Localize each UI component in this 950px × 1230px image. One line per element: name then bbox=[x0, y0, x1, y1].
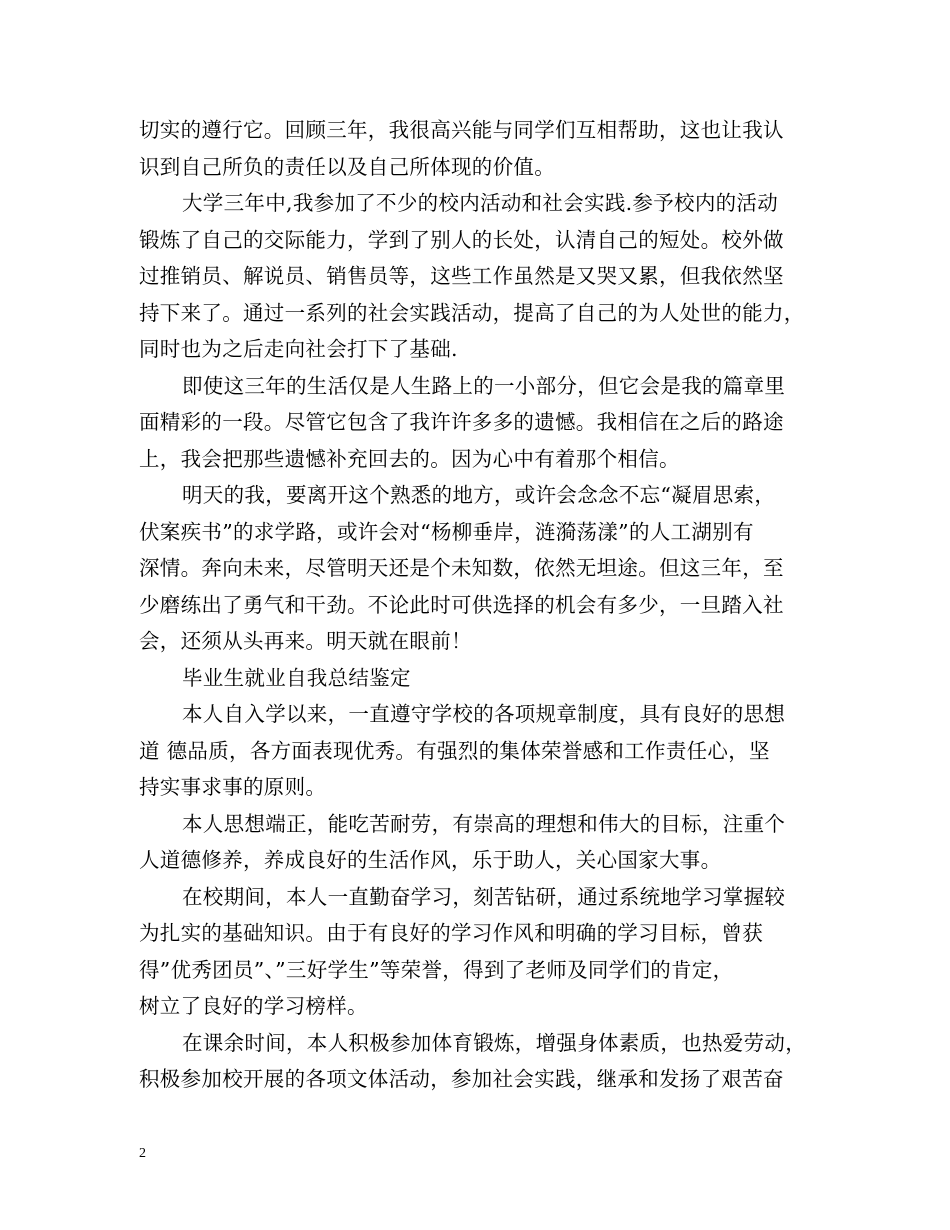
text-line: 切实的遵行它。回顾三年，我很高兴能与同学们互相帮助，这也让我认 bbox=[139, 118, 784, 142]
text-line: 过推销员、解说员、销售员等，这些工作虽然是又哭又累，但我依然坚 bbox=[139, 264, 784, 288]
text-line: 持实事求事的原则。 bbox=[139, 775, 327, 799]
text-line: 在校期间，本人一直勤奋学习，刻苦钻研，通过系统地学习掌握较 bbox=[182, 884, 786, 909]
document-body bbox=[139, 112, 824, 1098]
text-line: 锻炼了自己的交际能力，学到了别人的长处，认清自己的短处。校外做 bbox=[139, 227, 784, 252]
text-line: 积极参加校开展的各项文体活动，参加社会实践，继承和发扬了艰苦奋 bbox=[139, 1067, 784, 1091]
text-line: 伏案疾书”的求学路，或许会对“杨柳垂岸，涟漪荡漾”的人工湖别有 bbox=[139, 519, 754, 544]
text-line: 本人思想端正，能吃苦耐劳，有崇高的理想和伟大的目标，注重个 bbox=[182, 811, 786, 836]
text-line: 树立了良好的学习榜样。 bbox=[139, 994, 368, 1018]
text-line: 即使这三年的生活仅是人生路上的一小部分，但它会是我的篇章里 bbox=[182, 373, 786, 398]
text-line: 持下来了。通过一系列的社会实践活动，提高了自己的为人处世的能力， bbox=[139, 300, 805, 325]
text-line: 深情。奔向未来，尽管明天还是个未知数，依然无坦途。但这三年，至 bbox=[139, 556, 784, 580]
text-line: 得”优秀团员”、”三好学生”等荣誉，得到了老师及同学们的肯定， bbox=[139, 957, 734, 982]
text-line: 大学三年中,我参加了不少的校内活动和社会实践.参予校内的活动 bbox=[182, 191, 779, 215]
text-line: 明天的我，要离开这个熟悉的地方，或许会念念不忘“凝眉思索， bbox=[182, 483, 776, 507]
text-line: 为扎实的基础知识。由于有良好的学习作风和明确的学习目标，曾获 bbox=[139, 921, 763, 945]
text-line: 人道德修养，养成良好的生活作风，乐于助人，关心国家大事。 bbox=[139, 848, 722, 872]
text-line: 识到自己所负的责任以及自己所体现的价值。 bbox=[139, 154, 555, 179]
text-line: 同时也为之后走向社会打下了基础. bbox=[139, 337, 458, 361]
text-line: 少磨练出了勇气和干劲。不论此时可供选择的机会有多少，一旦踏入社 bbox=[139, 592, 784, 617]
text-line: 毕业生就业自我总结鉴定 bbox=[182, 665, 411, 690]
text-line: 会，还须从头再来。明天就在眼前！ bbox=[139, 629, 472, 653]
text-line: 上，我会把那些遗憾补充回去的。因为心中有着那个相信。 bbox=[139, 446, 680, 471]
text-line: 道 德品质，各方面表现优秀。有强烈的集体荣誉感和工作责任心，坚 bbox=[139, 738, 770, 763]
text-line: 本人自入学以来，一直遵守学校的各项规章制度，具有良好的思想 bbox=[182, 702, 786, 726]
page-number: 2 bbox=[139, 1146, 146, 1161]
text-line: 面精彩的一段。尽管它包含了我许许多多的遗憾。我相信在之后的路途 bbox=[139, 410, 784, 434]
text-line: 在课余时间，本人积极参加体育锻炼，增强身体素质，也热爱劳动， bbox=[182, 1030, 806, 1055]
